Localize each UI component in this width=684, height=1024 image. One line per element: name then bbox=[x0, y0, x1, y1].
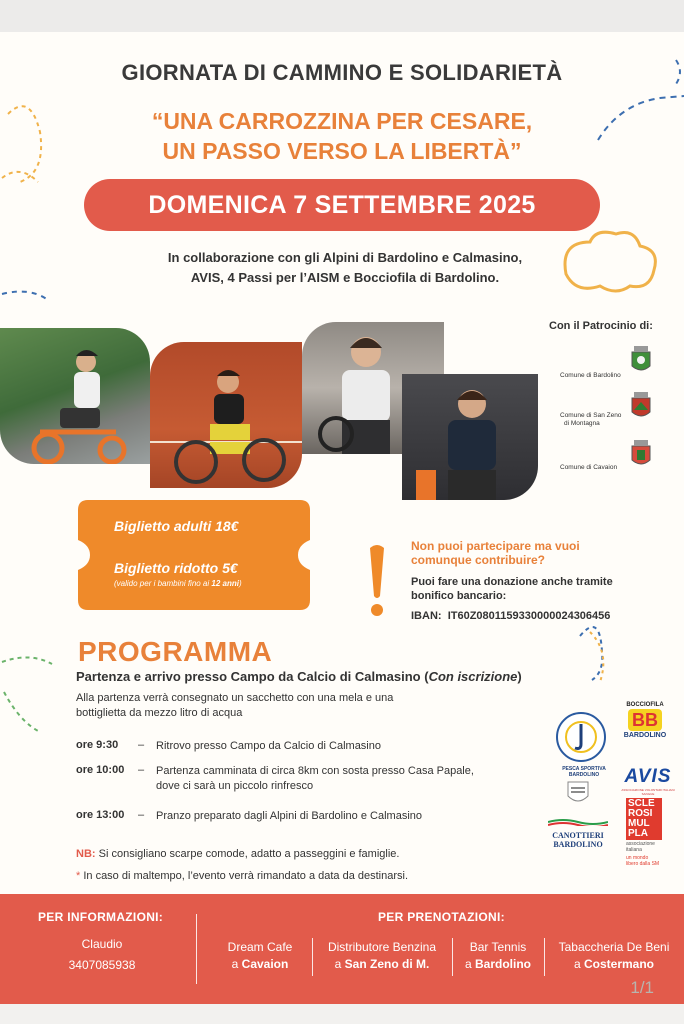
photo-wheelchair-tennis-illustration bbox=[150, 342, 302, 488]
schedule-line: Partenza camminata di circa 8km con sosta presso Casa Papale, bbox=[156, 765, 474, 777]
booking-divider-2 bbox=[452, 938, 453, 976]
booking-divider-3 bbox=[544, 938, 545, 976]
schedule-dash-2: – bbox=[138, 764, 145, 776]
point-place: Bardolino bbox=[475, 957, 531, 971]
point-place: Cavaion bbox=[241, 957, 289, 971]
photo-child-chair-illustration bbox=[402, 374, 538, 500]
sclerosi-line-3: MUL bbox=[628, 818, 650, 829]
flyer-page bbox=[0, 32, 684, 1004]
photo-child-bike-illustration bbox=[0, 328, 150, 464]
weather-star: * bbox=[76, 870, 81, 882]
booking-title: PER PRENOTAZIONI: bbox=[378, 910, 505, 924]
comune-label: Comune di Bardolino bbox=[560, 372, 621, 379]
point-name: Distributore Benzina bbox=[327, 940, 437, 954]
tagline-line-2: UN PASSO VERSO LA LIBERTÀ” bbox=[162, 138, 522, 164]
desc-line-1: Alla partenza verrà consegnato un sacchetto con una mela e una bbox=[76, 692, 394, 704]
point-place: Costermano bbox=[584, 957, 655, 971]
event-date-banner: DOMENICA 7 SETTEMBRE 2025 bbox=[84, 179, 600, 231]
crest-bardolino-icon bbox=[628, 344, 654, 376]
donation-title-line-2: comunque contribuire? bbox=[411, 553, 546, 567]
booking-divider-1 bbox=[312, 938, 313, 976]
donation-iban bbox=[411, 610, 610, 622]
crest-cavaion-icon bbox=[628, 438, 654, 470]
bocciofila-top: BOCCIOFILA bbox=[626, 702, 664, 708]
subtitle-text: Partenza e arrivo presso Campo da Calcio di Calmasino ( bbox=[76, 669, 429, 684]
photo-child-chair bbox=[402, 374, 538, 500]
exclamation-icon bbox=[366, 544, 388, 618]
logo-pesca-sportiva bbox=[556, 712, 606, 778]
comune-label: Comune di San Zeno bbox=[560, 412, 622, 419]
nb-text: Si consigliano scarpe comode, adatto a passeggini e famiglie. bbox=[95, 848, 400, 860]
photo-child-wheelchair-tennis bbox=[150, 342, 302, 488]
event-tagline bbox=[0, 106, 684, 166]
point-name: Bar Tennis bbox=[469, 940, 527, 954]
sclerosi-line-2: ROSI bbox=[628, 808, 653, 819]
schedule-text-1 bbox=[156, 739, 536, 754]
sclerosi-sub-3: un mondo bbox=[626, 855, 649, 861]
program-title: PROGRAMMA bbox=[78, 636, 273, 667]
donation-text-line-1: Puoi fare una donazione anche tramite bbox=[411, 576, 613, 588]
info-name: Claudio bbox=[81, 937, 123, 951]
desc-line-2: bottiglietta da mezzo litro di acqua bbox=[76, 707, 243, 719]
ticket-reduced-note bbox=[114, 579, 242, 588]
comune-label: Comune di Cavaion bbox=[560, 464, 618, 471]
fishing-hook-icon bbox=[558, 714, 604, 760]
avis-mark: AVIS bbox=[624, 766, 672, 787]
point-name: Dream Cafe bbox=[227, 940, 293, 954]
booking-point-4 bbox=[548, 939, 680, 973]
ticket-shape bbox=[78, 500, 310, 610]
program-subtitle bbox=[76, 669, 522, 684]
sclerosi-sub-2: italiana bbox=[626, 847, 642, 853]
ticket-adult: Biglietto adulti 18€ bbox=[114, 518, 239, 534]
logo-avis bbox=[618, 766, 678, 794]
tagline-line-1: “UNA CARROZZINA PER CESARE, bbox=[151, 108, 533, 134]
collab-line-1: In collaborazione con gli Alpini di Bardolino e Calmasino, bbox=[167, 250, 523, 265]
sclerosi-sub-4: libero dalla SM bbox=[626, 861, 660, 867]
donation-text-line-2: bonifico bancario: bbox=[411, 590, 507, 602]
sclerosi-line-1: SCLE bbox=[628, 798, 655, 809]
footer-band bbox=[0, 894, 684, 1004]
sclerosi-line-4: PLA bbox=[628, 828, 648, 839]
schedule-time-3: ore 13:00 bbox=[76, 809, 125, 821]
point-name: Tabaccheria De Beni bbox=[558, 940, 670, 954]
donation-text bbox=[411, 575, 641, 603]
point-prefix: a bbox=[334, 957, 345, 971]
point-prefix: a bbox=[573, 957, 584, 971]
schedule-time-1: ore 9:30 bbox=[76, 739, 119, 751]
weather-text: In caso di maltempo, l’evento verrà rimandato a data da destinarsi. bbox=[80, 870, 409, 882]
note-prefix: (valido per i bambini fino ai bbox=[114, 579, 212, 588]
logo-bocciofila bbox=[622, 702, 668, 746]
note-bold: 12 anni bbox=[211, 579, 239, 588]
pesca-label: PESCA SPORTIVA BARDOLINO bbox=[562, 766, 606, 778]
canottieri-wave-icon bbox=[548, 818, 608, 826]
viewer-top-bar bbox=[0, 0, 684, 32]
collab-line-2: AVIS, 4 Passi per l’AISM e Bocciofila di Bardolino. bbox=[190, 270, 500, 285]
schedule-dash-1: – bbox=[138, 739, 145, 751]
booking-point-1 bbox=[216, 939, 304, 973]
subtitle-italic: Con iscrizione bbox=[428, 669, 518, 684]
event-heading: GIORNATA DI CAMMINO E SOLIDARIETÀ bbox=[121, 60, 563, 85]
info-phone: 3407085938 bbox=[68, 958, 136, 972]
info-title: PER INFORMAZIONI: bbox=[38, 910, 164, 924]
logo-canottieri bbox=[548, 780, 608, 849]
point-place: San Zeno di M. bbox=[344, 957, 430, 971]
bocciofila-mark: BB bbox=[628, 709, 662, 731]
schedule-line-2: dove ci sarà un piccolo rinfresco bbox=[156, 780, 314, 792]
canottieri-line-2: BARDOLINO bbox=[553, 840, 603, 849]
patronage-comune-cavaion bbox=[560, 464, 617, 472]
viewer-bottom-bar bbox=[0, 1004, 684, 1024]
donation-title-line-1: Non puoi partecipare ma vuoi bbox=[411, 539, 580, 553]
point-prefix: a bbox=[464, 957, 475, 971]
note-suffix: ) bbox=[238, 579, 242, 588]
footer-divider bbox=[196, 914, 197, 984]
iban-label: IBAN: bbox=[411, 610, 442, 622]
program-description bbox=[76, 691, 496, 721]
comune-label-2: di Montagna bbox=[564, 420, 600, 427]
avis-sub: ASSOCIAZIONE VOLONTARI ITALIANI SANGUE bbox=[621, 788, 675, 796]
nb-label: NB: bbox=[76, 848, 96, 860]
schedule-time-2: ore 10:00 bbox=[76, 764, 125, 776]
patronage-comune-san-zeno bbox=[560, 412, 621, 428]
schedule-line: Pranzo preparato dagli Alpini di Bardolino e Calmasino bbox=[156, 810, 422, 822]
canottieri-crest-icon bbox=[563, 780, 593, 808]
logo-sclerosi-multipla bbox=[626, 798, 670, 870]
page-indicator: 1/1 bbox=[630, 978, 654, 997]
schedule-line: Ritrovo presso Campo da Calcio di Calmasino bbox=[156, 740, 381, 752]
collaboration-text bbox=[100, 248, 590, 288]
patronage-title: Con il Patrocinio di: bbox=[549, 320, 653, 332]
bocciofila-bottom: BARDOLINO bbox=[623, 732, 667, 739]
patronage-comune-bardolino bbox=[560, 372, 621, 380]
booking-point-3 bbox=[456, 939, 540, 973]
donation-title bbox=[411, 539, 631, 567]
schedule-text-2 bbox=[156, 764, 536, 794]
program-note bbox=[76, 848, 399, 860]
ticket-reduced: Biglietto ridotto 5€ bbox=[114, 560, 238, 576]
program-weather-note bbox=[76, 870, 408, 882]
iban-value: IT60Z0801159330000024306456 bbox=[447, 610, 611, 622]
photo-child-bike bbox=[0, 328, 150, 464]
subtitle-end: ) bbox=[517, 669, 522, 684]
sclerosi-sub-1: associazione bbox=[626, 841, 655, 847]
booking-point-2 bbox=[318, 939, 446, 973]
point-prefix: a bbox=[231, 957, 242, 971]
sclerosi-block bbox=[626, 798, 662, 840]
schedule-dash-3: – bbox=[138, 809, 145, 821]
info-contact bbox=[62, 936, 142, 974]
crest-san-zeno-icon bbox=[628, 390, 654, 422]
schedule-text-3 bbox=[156, 809, 536, 824]
canottieri-line-1: CANOTTIERI bbox=[552, 831, 604, 840]
